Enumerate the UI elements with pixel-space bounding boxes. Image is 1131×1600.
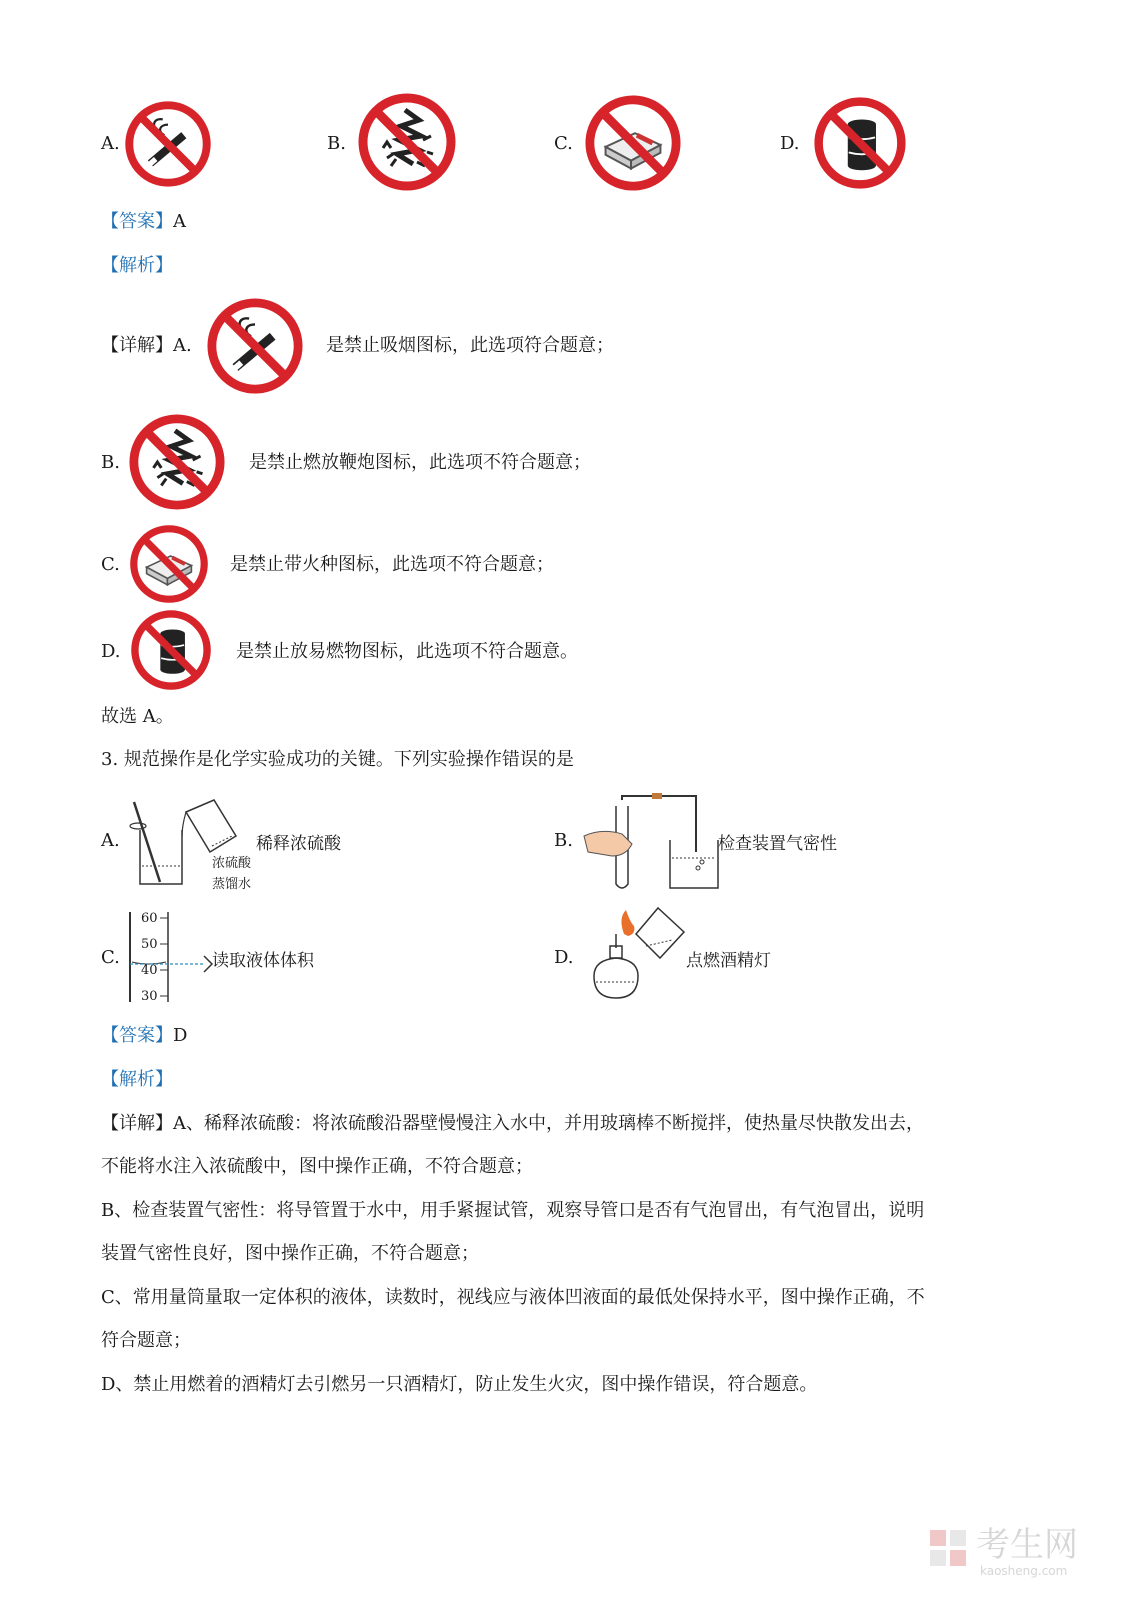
no-matches-sign-icon [583, 94, 683, 192]
detail-1-d-text: 是禁止放易燃物图标，此选项不符合题意。 [236, 641, 578, 662]
detail-3-line-7: D、禁止用燃着的酒精灯去引燃另一只酒精灯，防止发生火灾，图中操作错误，符合题意。 [101, 1374, 818, 1395]
q3-option-a-note-water: 蒸馏水 [212, 877, 252, 892]
q3-option-a-label: A. [101, 830, 120, 851]
detail-1-b-text: 是禁止燃放鞭炮图标，此选项不符合题意； [249, 452, 591, 473]
analysis-1-heading: 【解析】 [101, 255, 173, 276]
watermark-brand: 考生网 [976, 1525, 1078, 1565]
q3-option-c-text: 读取液体体积 [212, 951, 314, 971]
answer-3 [101, 1024, 187, 1048]
detail-3-line-5: C、常用量筒量取一定体积的液体，读数时，视线应与液体凹液面的最低处保持水平，图中操作正确，不 [101, 1287, 925, 1308]
airtightness-diagram-icon [582, 792, 722, 894]
detail-1-a-text: 是禁止吸烟图标，此选项符合题意； [326, 335, 614, 356]
detail-1-prefix: 【详解】A. [101, 335, 192, 356]
q3-option-b-label: B. [554, 830, 573, 851]
c-tick-50: 50 [141, 937, 158, 952]
option-a-label: A. [101, 133, 120, 154]
no-flammables-sign-icon [128, 609, 214, 691]
detail-3-line-6: 符合题意； [101, 1330, 191, 1351]
question-3-stem: 3. 规范操作是化学实验成功的关键。下列实验操作错误的是 [101, 749, 574, 770]
watermark-logo-icon [928, 1528, 970, 1570]
detail-1-conclusion: 故选 A。 [101, 706, 174, 727]
detail-3-line-3: B、检查装置气密性：将导管置于水中，用手紧握试管，观察导管口是否有气泡冒出，有气泡冒出，说明 [101, 1200, 925, 1221]
no-matches-sign-icon [127, 524, 211, 604]
answer-1-value: A [173, 211, 186, 232]
answer-3-bracket: 【答案】 [101, 1025, 173, 1046]
option-b-label: B. [327, 133, 346, 154]
no-smoking-sign-icon [121, 100, 215, 188]
alcohol-lamp-diagram-icon [580, 904, 690, 1004]
no-firecrackers-sign-icon [355, 92, 459, 192]
no-firecrackers-sign-icon [127, 413, 227, 511]
no-flammables-sign-icon [812, 96, 908, 190]
q3-option-c-label: C. [101, 947, 120, 968]
q3-option-a-note-acid: 浓硫酸 [212, 856, 252, 871]
q3-option-d-label: D. [554, 947, 574, 968]
c-tick-30: 30 [141, 989, 158, 1004]
detail-1-d-label: D. [101, 641, 121, 662]
detail-1-b-label: B. [101, 452, 120, 473]
no-smoking-sign-icon [205, 297, 305, 395]
detail-3-line-1: 【详解】A、稀释浓硫酸：将浓硫酸沿器壁慢慢注入水中，并用玻璃棒不断搅拌，使热量尽快散发出去， [101, 1113, 924, 1134]
answer-1 [101, 210, 186, 234]
option-c-label: C. [554, 133, 573, 154]
analysis-3-heading: 【解析】 [101, 1069, 173, 1090]
option-d-label: D. [780, 133, 800, 154]
answer-3-value: D [173, 1025, 188, 1046]
c-tick-60: 60 [141, 911, 158, 926]
detail-1-c-text: 是禁止带火种图标，此选项不符合题意； [230, 554, 554, 575]
watermark-url: kaosheng.com [980, 1564, 1068, 1578]
q3-option-d-text: 点燃酒精灯 [686, 951, 771, 971]
graduated-cylinder-diagram-icon [124, 910, 214, 1006]
answer-1-bracket: 【答案】 [101, 211, 173, 232]
q3-option-b-text: 检查装置气密性 [718, 834, 837, 854]
detail-3-line-2: 不能将水注入浓硫酸中，图中操作正确，不符合题意； [101, 1156, 533, 1177]
q3-option-a-text: 稀释浓硫酸 [256, 834, 341, 854]
c-tick-40: 40 [141, 963, 158, 978]
detail-1-c-label: C. [101, 554, 120, 575]
detail-3-line-4: 装置气密性良好，图中操作正确，不符合题意； [101, 1243, 479, 1264]
